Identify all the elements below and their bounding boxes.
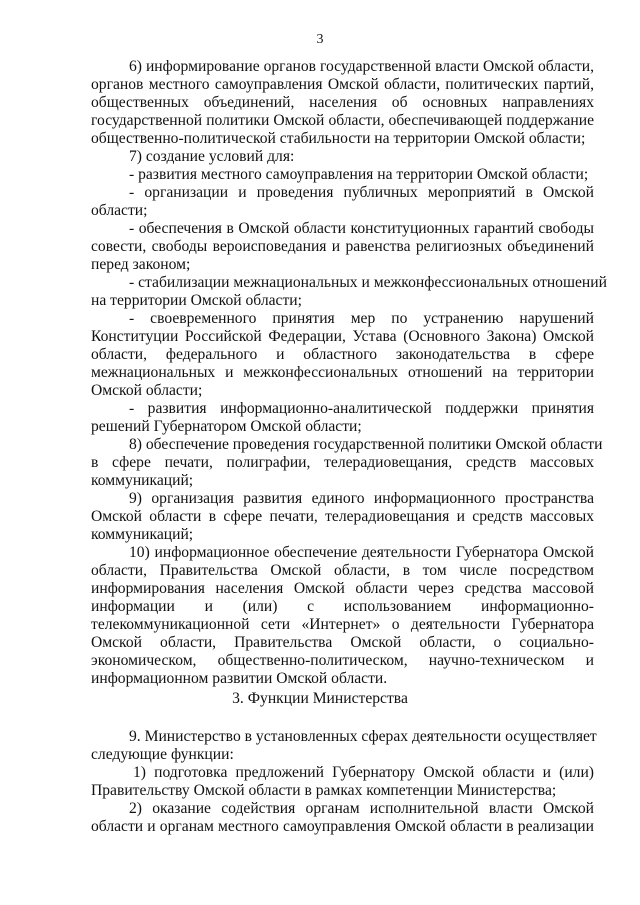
text-line: - обеспечения в Омской области конституционных гарантий свободы [129,220,594,237]
text-line: 9. Министерство в установленных сферах деятельности осуществляет [129,728,597,745]
body-text-block-2 [91,728,597,836]
text-line: решений Губернатором Омской области; [91,418,362,435]
text-line: - стабилизации межнациональных и межконфессиональных отношений [129,274,607,291]
text-line: телекоммуникационной сети «Интернет» о деятельности Губернатора [91,616,594,633]
text-line: общественных объединений, населения об основных направлениях [91,94,594,111]
text-line: на территории Омской области; [91,292,302,309]
page-number: 3 [316,32,324,47]
text-line: совести, свободы вероисповедания и равенства религиозных объединений [91,238,594,255]
text-line: коммуникаций; [91,472,194,489]
text-line: следующие функции: [91,746,234,763]
text-line: 10) информационное обеспечение деятельности Губернатора Омской [129,544,594,561]
text-line: общественно-политической стабильности на территории Омской области; [91,130,586,147]
text-line: экономическом, общественно-политическом, научно-техническом и [91,652,594,669]
text-line: Омской области; [91,382,203,399]
text-line: области; [91,202,148,219]
text-line: Омской области в сфере печати, телерадиовещания и средств массовых [91,508,594,525]
text-line: информирования населения Омской области через средства массовой [91,580,594,597]
text-line: - развития местного самоуправления на территории Омской области; [129,166,589,183]
text-line: информационном развитии Омской области. [91,670,388,687]
text-line: государственной политики Омской области, обеспечивающей поддержание [91,112,594,129]
body-text-block [91,58,607,688]
text-line: области, Правительства Омской области, в том числе посредством [91,562,594,579]
text-line: 1) подготовка предложений Губернатору Омской области и (или) [133,764,594,781]
text-line: межнациональных и межконфессиональных отношений на территории [91,364,594,381]
text-line: Правительству Омской области в рамках компетенции Министерства; [91,782,557,799]
text-line: области и органам местного самоуправления Омской области в реализации [91,818,594,835]
text-line: Конституции Российской Федерации, Устава (Основного Закона) Омской [91,328,594,345]
text-line: 6) информирование органов государственной власти Омской области, [129,58,594,75]
text-line: - развития информационно-аналитической поддержки принятия [129,400,594,417]
text-line: перед законом; [91,256,191,273]
text-line: - организации и проведения публичных мероприятий в Омской [129,184,594,201]
text-line: 7) создание условий для: [129,148,295,165]
section-heading: 3. Функции Министерства [232,690,408,707]
text-line: Омской области, Правительства Омской области, о социально- [91,634,594,651]
text-line: органов местного самоуправления Омской области, политических партий, [91,76,594,93]
text-line: области, федерального и областного законодательства в сфере [91,346,594,363]
text-line: - своевременного принятия мер по устранению нарушений [129,310,594,327]
text-line: 2) оказание содействия органам исполнительной власти Омской [129,800,594,817]
text-line: 8) обеспечение проведения государственной политики Омской области [129,436,603,453]
text-line: коммуникаций; [91,526,194,543]
text-line: информации и (или) с использованием информационно- [91,598,594,615]
text-line: 9) организация развития единого информационного пространства [129,490,594,507]
text-line: в сфере печати, полиграфии, телерадиовещания, средств массовых [91,454,594,471]
